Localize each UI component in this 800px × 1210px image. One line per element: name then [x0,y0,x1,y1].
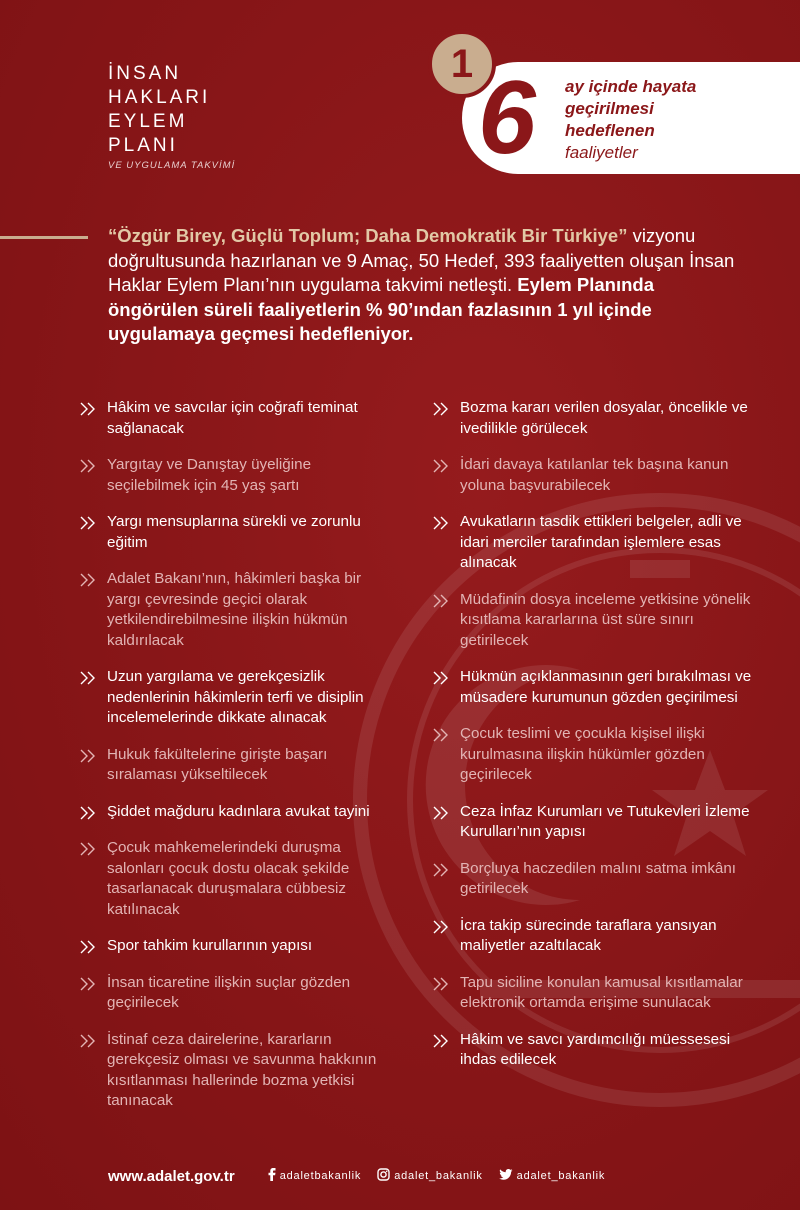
list-item [433,916,753,957]
list-item [433,590,753,652]
list-item [433,1030,753,1071]
intro-paragraph [108,224,748,347]
list-item [80,1030,380,1112]
list-item [433,398,753,439]
intro-bold-text: Eylem Planında öngörülen süreli faaliyetlerin % 90’ından fazlasının 1 yıl içinde uygulamaya geçmesi hedefleniyor. [108,274,654,344]
double-chevron-right-icon [80,516,96,530]
badge-big-number: 6 [478,60,536,176]
double-chevron-right-icon [433,728,449,742]
badge-line-1: ay içinde hayata [565,77,697,96]
list-item-text: Bozma kararı verilen dosyalar, öncelikle ve ivedilikle görülecek [460,399,748,437]
double-chevron-right-icon [433,977,449,991]
instagram-link[interactable] [377,1168,482,1184]
facebook-link[interactable] [267,1168,362,1184]
right-activity-list [433,398,753,1087]
list-item [433,667,753,708]
title-line-4: PLANI [108,135,178,156]
list-item-text: Avukatların tasdik ettikleri belgeler, adli ve idari merciler tarafından işlemlere esas alınacak [460,513,742,571]
title-subtitle: VE UYGULAMA TAKVİMİ [108,160,236,171]
document-title [108,62,235,171]
double-chevron-right-icon [80,842,96,856]
list-item [433,802,753,843]
double-chevron-right-icon [433,459,449,473]
list-item [80,936,380,957]
list-item [80,802,380,823]
list-item [80,667,380,729]
intro-divider [0,236,88,239]
double-chevron-right-icon [433,1034,449,1048]
list-item-text: Tapu siciline konulan kamusal kısıtlamalar elektronik ortamda erişime sunulacak [460,973,743,1011]
list-item-text: Ceza İnfaz Kurumları ve Tutukevleri İzleme Kurulları’nın yapısı [460,802,750,840]
double-chevron-right-icon [80,671,96,685]
double-chevron-right-icon [433,402,449,416]
list-item-text: Şiddet mağduru kadınlara avukat tayini [107,802,370,820]
list-item-text: Çocuk teslimi ve çocukla kişisel ilişki kurulmasına ilişkin hükümler gözden geçirilecek [460,725,705,783]
double-chevron-right-icon [80,806,96,820]
double-chevron-right-icon [433,920,449,934]
list-item-text: Hâkim ve savcı yardımcılığı müessesesi ihdas edilecek [460,1030,731,1068]
double-chevron-right-icon [80,573,96,587]
list-item-text: Çocuk mahkemelerindeki duruşma salonları çocuk dostu olacak şekilde tasarlanacak duruşmalara cübbesiz katılınacak [107,839,350,918]
double-chevron-right-icon [80,402,96,416]
instagram-handle: adalet_bakanlik [394,1170,483,1182]
list-item [433,512,753,574]
list-item [80,973,380,1014]
intro-text: vizyonu doğrultusunda hazırlanan ve 9 Amaç, 50 Hedef, 393 faaliyetten oluşan İnsan Haklar Eylem Planı’nın uygulama takvimi netleşti. [108,225,735,295]
badge-line-3: hedeflenen [565,121,655,140]
list-item-text: İdari davaya katılanlar tek başına kanun yoluna başvurabilecek [460,456,729,494]
list-item-text: Uzun yargılama ve gerekçesizlik nedenlerinin hâkimlerin terfi ve disiplin incelemelerinde dikkate alınacak [107,668,364,726]
double-chevron-right-icon [80,977,96,991]
double-chevron-right-icon [433,594,449,608]
left-activity-list [80,398,380,1128]
website-link[interactable]: www.adalet.gov.tr [108,1167,235,1185]
title-line-2: HAKLARI [108,87,211,108]
list-item-text: Müdafinin dosya inceleme yetkisine yönelik kısıtlama kararlarına üst süre sınırı getirilecek [460,590,751,649]
facebook-handle: adaletbakanlik [279,1170,362,1182]
double-chevron-right-icon [80,459,96,473]
list-item-text: Spor tahkim kurullarının yapısı [107,937,313,954]
list-item-text: Borçluya haczedilen malını satma imkânı getirilecek [460,859,737,897]
double-chevron-right-icon [80,1034,96,1048]
list-item-text: İcra takip sürecinde taraflara yansıyan maliyetler azaltılacak [460,916,717,954]
list-item [80,838,380,920]
double-chevron-right-icon [80,749,96,763]
footer [108,1163,728,1189]
list-item-text: Hükmün açıklanmasının geri bırakılması ve müsadere kurumunun gözden geçirilmesi [460,668,752,706]
double-chevron-right-icon [433,671,449,685]
list-item-text: Hâkim ve savcılar için coğrafi teminat sağlanacak [107,399,358,437]
list-item-text: İnsan ticaretine ilişkin suçlar gözden geçirilecek [107,973,351,1011]
list-item [433,859,753,900]
double-chevron-right-icon [433,863,449,877]
title-line-3: EYLEM [108,111,188,132]
double-chevron-right-icon [80,940,96,954]
list-item-text: Yargı mensuplarına sürekli ve zorunlu eğitim [107,513,361,551]
badge-caption [565,76,696,164]
list-item [80,455,380,496]
list-item [80,745,380,786]
double-chevron-right-icon [433,806,449,820]
twitter-link[interactable] [499,1169,605,1184]
twitter-handle: adalet_bakanlik [516,1170,606,1182]
list-item [80,398,380,439]
list-item-text: Adalet Bakanı’nın, hâkimleri başka bir yargı çevresinde geçici olarak yetkilendirebilmesine ilişkin hükmün kaldırılacak [107,570,362,649]
list-item-text: Hukuk fakültelerine girişte başarı sıralaması yükseltilecek [107,745,328,783]
list-item-text: İstinaf ceza dairelerine, kararların gerekçesiz olması ve savunma hakkının kısıtlanması hallerinde bozma yetkisi tanınacak [107,1030,377,1109]
badge-line-4: faaliyetler [565,143,638,162]
list-item-text: Yargıtay ve Danıştay üyeliğine seçilebilmek için 45 yaş şartı [107,456,312,494]
list-item [433,455,753,496]
title-line-1: İNSAN [108,63,182,84]
double-chevron-right-icon [433,516,449,530]
facebook-icon [267,1168,276,1184]
badge-number: 1 [450,42,474,86]
twitter-icon [499,1169,513,1184]
list-item [433,724,753,786]
badge-line-2: geçirilmesi [565,99,654,118]
list-item [433,973,753,1014]
list-item [80,569,380,651]
list-item [80,512,380,553]
intro-quote: “Özgür Birey, Güçlü Toplum; Daha Demokratik Bir Türkiye” [108,225,628,246]
instagram-icon [377,1168,390,1184]
